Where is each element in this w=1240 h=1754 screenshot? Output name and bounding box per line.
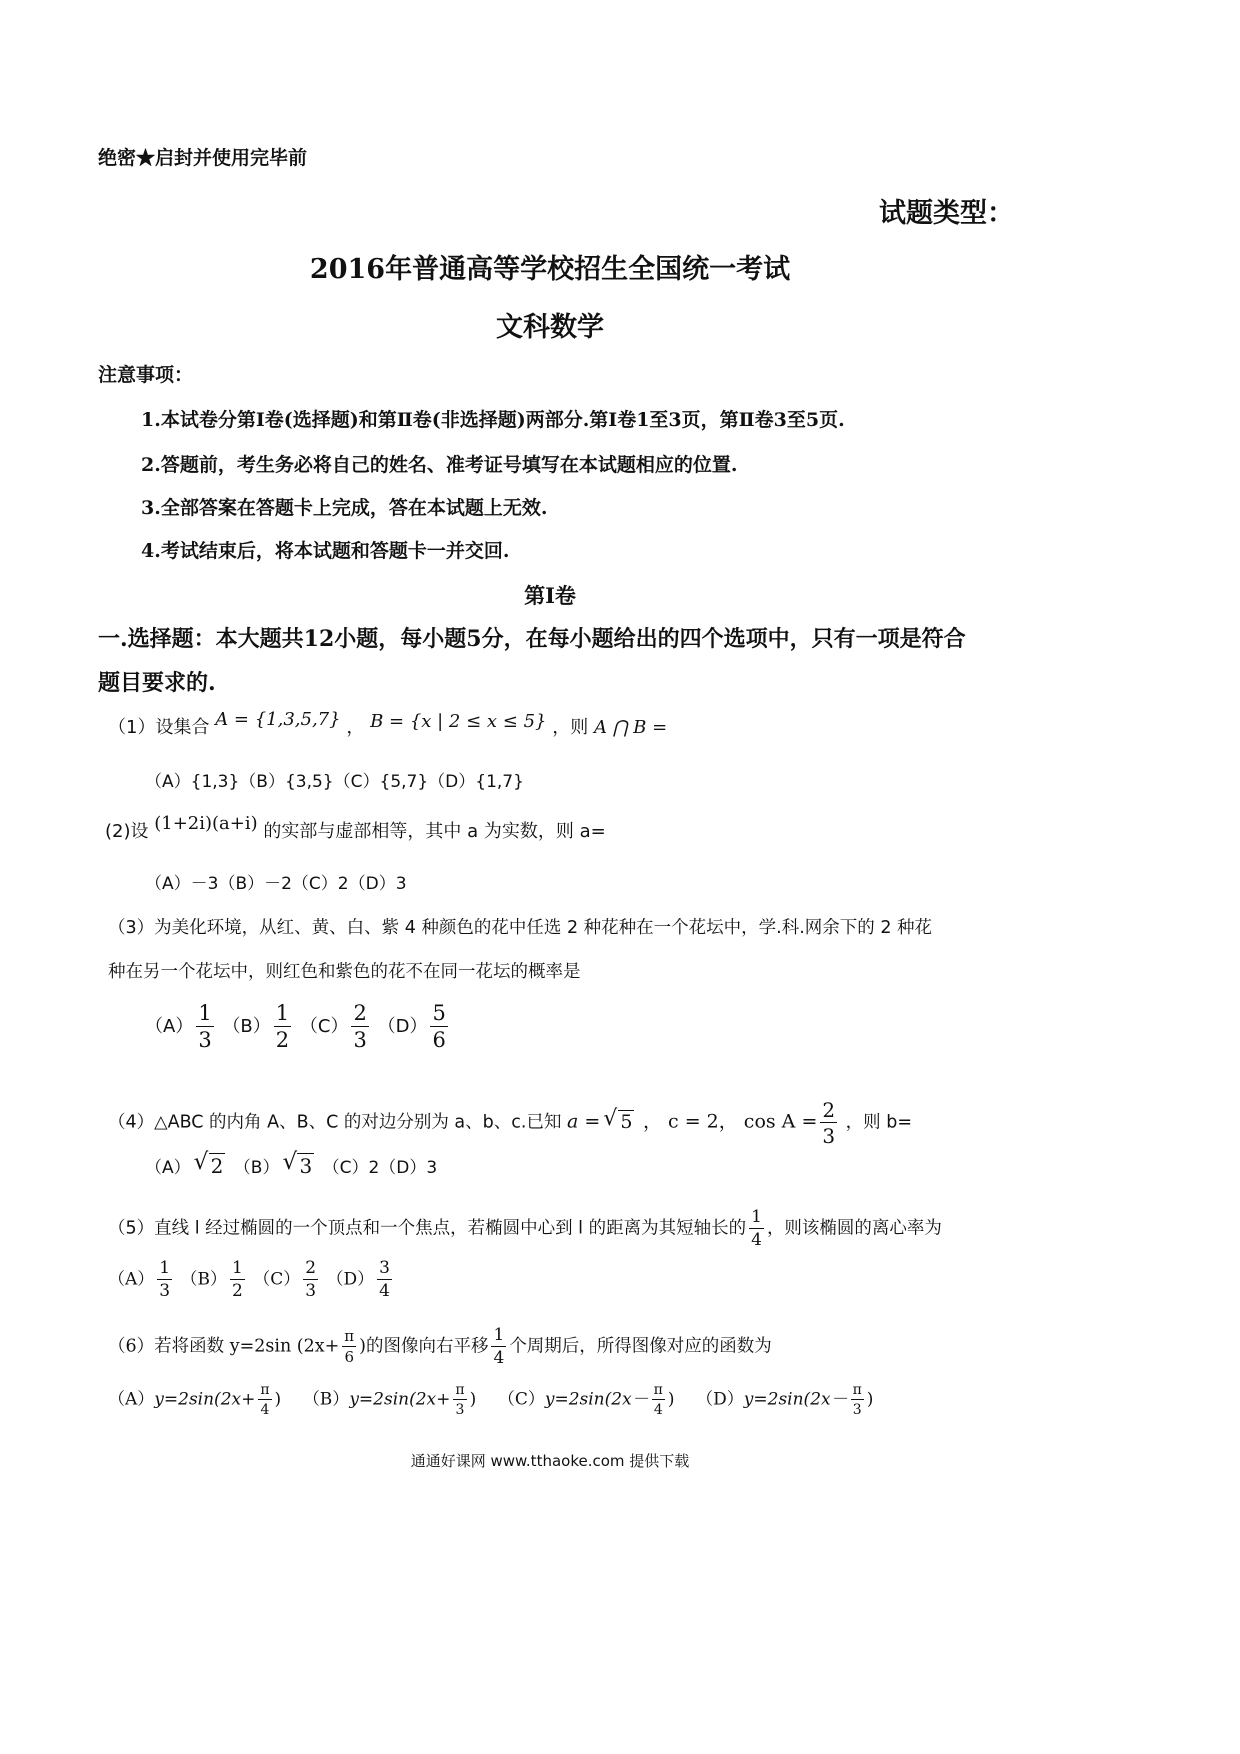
q3-opt-label: （D） — [377, 1016, 428, 1037]
q6-opt-expr: y=2sin(2x－ — [544, 1389, 649, 1410]
q6-opt-expr: y=2sin(2x+ — [154, 1389, 256, 1410]
fraction-denominator: 3 — [455, 1402, 465, 1418]
fraction-numerator: 2 — [822, 1098, 836, 1122]
q3-options — [145, 1003, 451, 1051]
q3-opt-fraction — [351, 1003, 368, 1051]
q6-tail: 个周期后，所得图像对应的函数为 — [509, 1336, 772, 1357]
q3-opt-fraction — [196, 1003, 213, 1051]
q3-opt-label: （C） — [299, 1016, 349, 1037]
q4-opt-label: （A） — [145, 1158, 191, 1178]
q3-line1: （3）为美化环境，从红、黄、白、紫 4 种颜色的花中任选 2 种花种在一个花坛中，学.科.网余下的 2 种花 — [108, 918, 933, 938]
fraction-numerator: π — [852, 1382, 862, 1398]
footer-source: 通通好课网 www.tthaoke.com 提供下载 — [410, 1452, 690, 1470]
q3-opt-fraction — [274, 1003, 291, 1051]
q5-opt-fraction — [303, 1260, 318, 1300]
q4-prefix: （4）△ABC 的内角 A、B、C 的对边分别为 a、b、c.已知 — [108, 1112, 562, 1133]
q4-opt-a-sqrt — [194, 1153, 226, 1178]
q3-opt-label: （B） — [222, 1016, 271, 1037]
note-item: 3.全部答案在答题卡上完成，答在本试题上无效. — [141, 497, 548, 519]
question-5 — [108, 1209, 942, 1249]
q1-set-b: B = {x | 2 ≤ x ≤ 5} — [370, 711, 547, 732]
q5-text: （5）直线 l 经过椭圆的一个顶点和一个焦点，若椭圆中心到 l 的距离为其短轴长的 — [108, 1218, 747, 1239]
q5-opt-fraction — [157, 1260, 172, 1300]
q6-opt-label: （B） — [302, 1389, 350, 1410]
note-item: 2.答题前，考生务必将自己的姓名、准考证号填写在本试题相应的位置. — [141, 454, 738, 476]
fraction-numerator: π — [344, 1327, 355, 1345]
fraction-denominator: 6 — [432, 1028, 446, 1052]
q5-opt-label: （D） — [326, 1269, 375, 1290]
fraction-denominator: 3 — [159, 1281, 171, 1301]
volume-heading: 第Ⅰ卷 — [524, 583, 576, 608]
q1-set-a: A = {1,3,5,7} — [215, 709, 341, 730]
q4-opt-label: （B） — [233, 1158, 280, 1178]
fraction-denominator: 3 — [305, 1281, 317, 1301]
q2-options: （A）－3（B）－2（C）2（D）3 — [145, 874, 407, 894]
fraction-denominator: 2 — [275, 1028, 290, 1052]
fraction-denominator: 3 — [198, 1028, 212, 1052]
q1-ask: A ⋂ B = — [593, 717, 668, 738]
fraction-numerator: π — [653, 1382, 663, 1398]
q6-prefix: （6）若将函数 y=2sin (2x+ — [108, 1336, 340, 1357]
q2-prefix: (2)设 — [105, 821, 149, 842]
q6-opt-label: （D） — [696, 1389, 744, 1410]
q6-options — [108, 1383, 873, 1417]
note-item: 4.考试结束后，将本试题和答题卡一并交回. — [141, 540, 510, 562]
q6-opt-fraction — [652, 1383, 665, 1417]
question-6 — [108, 1327, 772, 1367]
question-4 — [108, 1100, 912, 1146]
fraction-numerator: 1 — [751, 1207, 762, 1227]
fraction-denominator: 4 — [260, 1402, 270, 1418]
fraction-numerator: π — [455, 1382, 465, 1398]
confidential-notice: 绝密★启封并使用完毕前 — [98, 147, 308, 169]
q6-opt-label: （A） — [108, 1389, 155, 1410]
q1-mid: ，则 — [552, 717, 589, 738]
fraction-numerator: 5 — [432, 1001, 446, 1025]
q6-opt-label: （C） — [497, 1389, 545, 1410]
exam-title: 2016年普通高等学校招生全国统一考试 — [309, 254, 791, 285]
q4-options — [145, 1153, 437, 1178]
q6-opt-close: ) — [667, 1389, 675, 1410]
q5-opt-label: （C） — [253, 1269, 301, 1290]
q6-mid: )的图像向右平移 — [359, 1336, 489, 1357]
note-item: 1.本试卷分第Ⅰ卷(选择题)和第Ⅱ卷(非选择题)两部分.第Ⅰ卷1至3页，第Ⅱ卷3至5页. — [141, 409, 845, 431]
q6-opt-fraction — [453, 1383, 466, 1417]
q5-fraction — [749, 1209, 764, 1249]
q3-opt-label: （A） — [145, 1016, 194, 1037]
fraction-denominator: 2 — [232, 1281, 243, 1301]
fraction-numerator: 1 — [198, 1001, 212, 1025]
q5-opt-fraction — [377, 1260, 392, 1300]
q4-c-eq: ， c = 2， cos A = — [643, 1110, 818, 1133]
q4-tail: ，则 b= — [845, 1112, 913, 1133]
q6-opt-fraction — [258, 1383, 271, 1417]
question-1 — [108, 709, 668, 739]
q3-opt-fraction — [430, 1003, 447, 1051]
fraction-numerator: 3 — [379, 1258, 390, 1278]
fraction-numerator: π — [260, 1382, 270, 1398]
q6-opt-fraction — [851, 1383, 864, 1417]
fraction-numerator: 1 — [275, 1001, 290, 1025]
q6-opt-expr: y=2sin(2x－ — [743, 1389, 848, 1410]
q6-opt-close: ) — [469, 1389, 477, 1410]
q2-expr: (1+2i)(a+i) — [154, 813, 258, 834]
q2-text: 的实部与虚部相等，其中 a 为实数，则 a= — [263, 821, 606, 842]
notes-heading: 注意事项： — [98, 364, 194, 386]
fraction-numerator: 2 — [353, 1001, 367, 1025]
radicand: 3 — [299, 1154, 313, 1178]
fraction-numerator: 1 — [159, 1258, 171, 1278]
q1-options: （A）{1,3}（B）{3,5}（C）{5,7}（D）{1,7} — [145, 772, 524, 792]
fraction-denominator: 4 — [379, 1281, 390, 1301]
q6-pi-fraction — [342, 1329, 356, 1365]
fraction-numerator: 1 — [493, 1325, 505, 1345]
q6-opt-expr: y=2sin(2x+ — [349, 1389, 451, 1410]
q6-opt-close: ) — [866, 1389, 874, 1410]
q4-a-sqrt — [603, 1110, 634, 1133]
q6-opt-close: ) — [274, 1389, 282, 1410]
q4-opt-rest: （C）2（D）3 — [322, 1158, 438, 1178]
q5-tail: ，则该椭圆的离心率为 — [766, 1218, 942, 1239]
q1-prefix: （1）设集合 — [108, 717, 210, 738]
section-heading-line1: 一.选择题：本大题共12小题，每小题5分，在每小题给出的四个选项中，只有一项是符合 — [98, 626, 966, 652]
q4-a-eq: a = — [567, 1110, 601, 1133]
fraction-denominator: 4 — [493, 1348, 505, 1368]
subject-title: 文科数学 — [496, 312, 604, 343]
q5-opt-label: （B） — [180, 1269, 228, 1290]
q3-line2: 种在另一个花坛中，则红色和紫色的花不在同一花坛的概率是 — [108, 962, 581, 982]
q1-sep: ， — [346, 717, 365, 738]
question-type-label: 试题类型： — [879, 198, 1014, 229]
section-heading-line2: 题目要求的. — [98, 670, 216, 696]
radicand: 5 — [620, 1110, 633, 1133]
radicand: 2 — [210, 1154, 224, 1178]
q6-quarter-fraction — [491, 1327, 506, 1367]
q5-opt-fraction — [230, 1260, 245, 1300]
q5-opt-label: （A） — [108, 1269, 155, 1290]
fraction-denominator: 4 — [653, 1402, 663, 1418]
fraction-denominator: 3 — [852, 1402, 862, 1418]
fraction-denominator: 6 — [344, 1348, 354, 1366]
question-2 — [105, 813, 606, 843]
fraction-denominator: 4 — [751, 1230, 762, 1250]
fraction-numerator: 1 — [232, 1258, 243, 1278]
q4-opt-b-sqrt — [282, 1153, 314, 1178]
q4-cos-fraction — [820, 1100, 837, 1146]
fraction-denominator: 3 — [353, 1028, 367, 1052]
fraction-denominator: 3 — [822, 1124, 836, 1148]
fraction-numerator: 2 — [305, 1258, 317, 1278]
q5-options — [108, 1260, 395, 1300]
